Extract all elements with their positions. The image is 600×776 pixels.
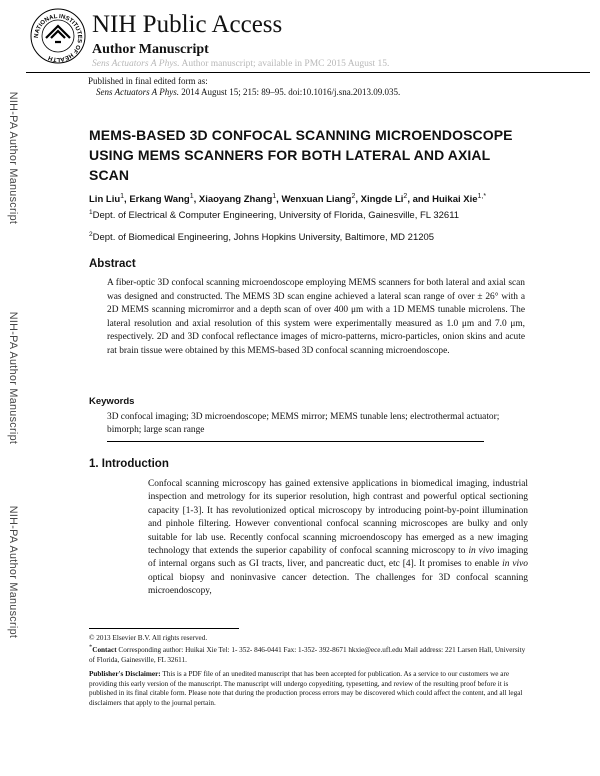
availability-note — [92, 59, 389, 69]
disclaimer-text: This is a PDF file of an unedited manuscript that has been accepted for publication. As a service to our customers we are providing this early version of the manuscript. The manuscript will undergo copyediting, typesetting, and review of the resulting proof before it is published in its final citable form. Please note that during the production process errors may be discovered which could affect the content, and all legal disclaimers that apply to the journal pertain. — [89, 670, 523, 707]
published-label: Published in final edited form as: — [88, 76, 208, 86]
availability-note-text: Author manuscript; available in PMC 2015 August 15. — [181, 59, 390, 69]
author-affiliation-mark: 2 — [403, 192, 408, 200]
author-name: Huikai Xie — [432, 194, 478, 205]
citation-text: 2014 August 15; 215: 89–95. doi:10.1016/j.sna.2013.09.035. — [181, 87, 401, 97]
disclaimer-label: Publisher's Disclaimer: — [89, 670, 161, 678]
contact-label: Contact — [92, 646, 117, 654]
author-separator: , — [193, 194, 199, 205]
author-affiliation-mark: 1 — [272, 192, 277, 200]
abstract-heading: Abstract — [89, 258, 136, 270]
author-name: Xingde Li — [360, 194, 404, 205]
author-separator: , and — [407, 194, 433, 205]
contact-text: Corresponding author: Huikai Xie Tel: 1- 352- 846-0441 Fax: 1-352- 392-8671 hkxie@ece.ufl.edu Mail address: 221 Larsen Hall, University of Florida, Gainesville, FL 32611. — [89, 646, 526, 664]
intro-italic-term: in vivo — [502, 559, 528, 570]
nih-public-access-title: NIH Public Access — [92, 11, 283, 38]
nih-logo — [30, 8, 86, 64]
affiliation — [89, 210, 459, 221]
affiliation-number: 1 — [89, 208, 93, 216]
side-banner-label: NIH-PA Author Manuscript — [7, 505, 19, 639]
intro-italic-term: in vivo — [468, 546, 495, 557]
affiliation-number: 2 — [89, 230, 93, 238]
copyright-notice: © 2013 Elsevier B.V. All rights reserved. — [89, 634, 208, 642]
intro-text-segment: optical biopsy and noninvasive cancer detection. The challenges for 3D confocal scanning microendoscopy, — [148, 572, 528, 597]
citation-journal: Sens Actuators A Phys. — [96, 87, 179, 97]
availability-note-journal: Sens Actuators A Phys. — [92, 59, 180, 69]
side-banner — [3, 308, 23, 448]
side-banner — [3, 502, 23, 642]
author-affiliation-mark: 1 — [189, 192, 194, 200]
intro-text-segment: imaging of internal organs such as GI tracts, liver, and pancreatic duct, etc [4]. It promises to enable — [148, 546, 528, 570]
affiliation-text: Dept. of Biomedical Engineering, Johns Hopkins University, Baltimore, MD 21205 — [92, 232, 435, 243]
side-banner-label: NIH-PA Author Manuscript — [7, 91, 19, 225]
paper-title: MEMS-BASED 3D CONFOCAL SCANNING MICROENDOSCOPE USING MEMS SCANNERS FOR BOTH LATERAL AND AXIAL SCAN — [89, 127, 513, 183]
footnote-divider — [89, 628, 239, 629]
author-separator: , — [124, 194, 130, 205]
side-banner — [3, 88, 23, 228]
svg-text:NATIONAL INSTITUTES OF HEALTH: NATIONAL INSTITUTES OF HEALTH — [33, 13, 83, 63]
affiliation-text: Dept. of Electrical & Computer Engineering, University of Florida, Gainesville, FL 32611 — [92, 210, 460, 221]
contact-footnote — [89, 643, 529, 665]
introduction-heading: 1. Introduction — [89, 458, 169, 470]
author-separator: , — [355, 194, 361, 205]
keywords-divider — [107, 441, 484, 442]
author-name: Xiaoyang Zhang — [198, 194, 273, 205]
author-list — [89, 194, 486, 205]
author-affiliation-mark: 1 — [120, 192, 125, 200]
header-divider — [26, 72, 590, 73]
keywords-text: 3D confocal imaging; 3D microendoscope; MEMS mirror; MEMS tunable lens; electrothermal actuator; bimorph; large scan range — [107, 412, 500, 435]
affiliation — [89, 232, 434, 243]
abstract-text: A fiber-optic 3D confocal scanning microendoscope employing MEMS scanners for both lateral and axial scan was designed and constructed. The MEMS 3D scan engine achieved a lateral scan range of over ± 26° with a 2D MEMS scanning micromirror and a depth scan of over 400 μm with a 1D MEMS tunable microlens. The lateral resolution and axial resolution of this system were experimentally measured as 1.0 μm and 7.0 μm, respectively. 2D and 3D confocal reflectance images of micro-patterns, micro-particles, onion skins and acute rat brain tissue were obtained by this MEMS-based 3D confocal scanning microendoscope. — [107, 278, 525, 356]
intro-text-segment: Confocal scanning microscopy has gained extensive applications in biomedical imaging, industrial inspection and metrology for its superior resolution, high contrast and powerful optical sectioning capacity [1-3]. It has revolutionized optical microscopy by introducing point-by-point illumination and pinhole filtering. However conventional confocal scanning microscopes are bulky and only suitable for lab use. Recently confocal scanning microendoscopy has emerged as a new imaging technology that extends the superior capability of confocal scanning microscopy to — [148, 479, 528, 557]
nih-seal-icon — [30, 8, 86, 64]
author-affiliation-mark: 2 — [351, 192, 356, 200]
author-name: Lin Liu — [89, 194, 121, 205]
keywords-heading: Keywords — [89, 396, 135, 407]
citation — [96, 87, 400, 97]
author-name: Erkang Wang — [129, 194, 190, 205]
contact-mark: * — [89, 643, 93, 651]
author-affiliation-mark: 1,* — [477, 192, 487, 200]
side-banner-label: NIH-PA Author Manuscript — [7, 311, 19, 445]
publisher-disclaimer — [89, 670, 529, 708]
author-manuscript-label: Author Manuscript — [92, 42, 209, 57]
author-separator: , — [276, 194, 282, 205]
author-name: Wenxuan Liang — [281, 194, 352, 205]
introduction-text — [148, 478, 528, 599]
